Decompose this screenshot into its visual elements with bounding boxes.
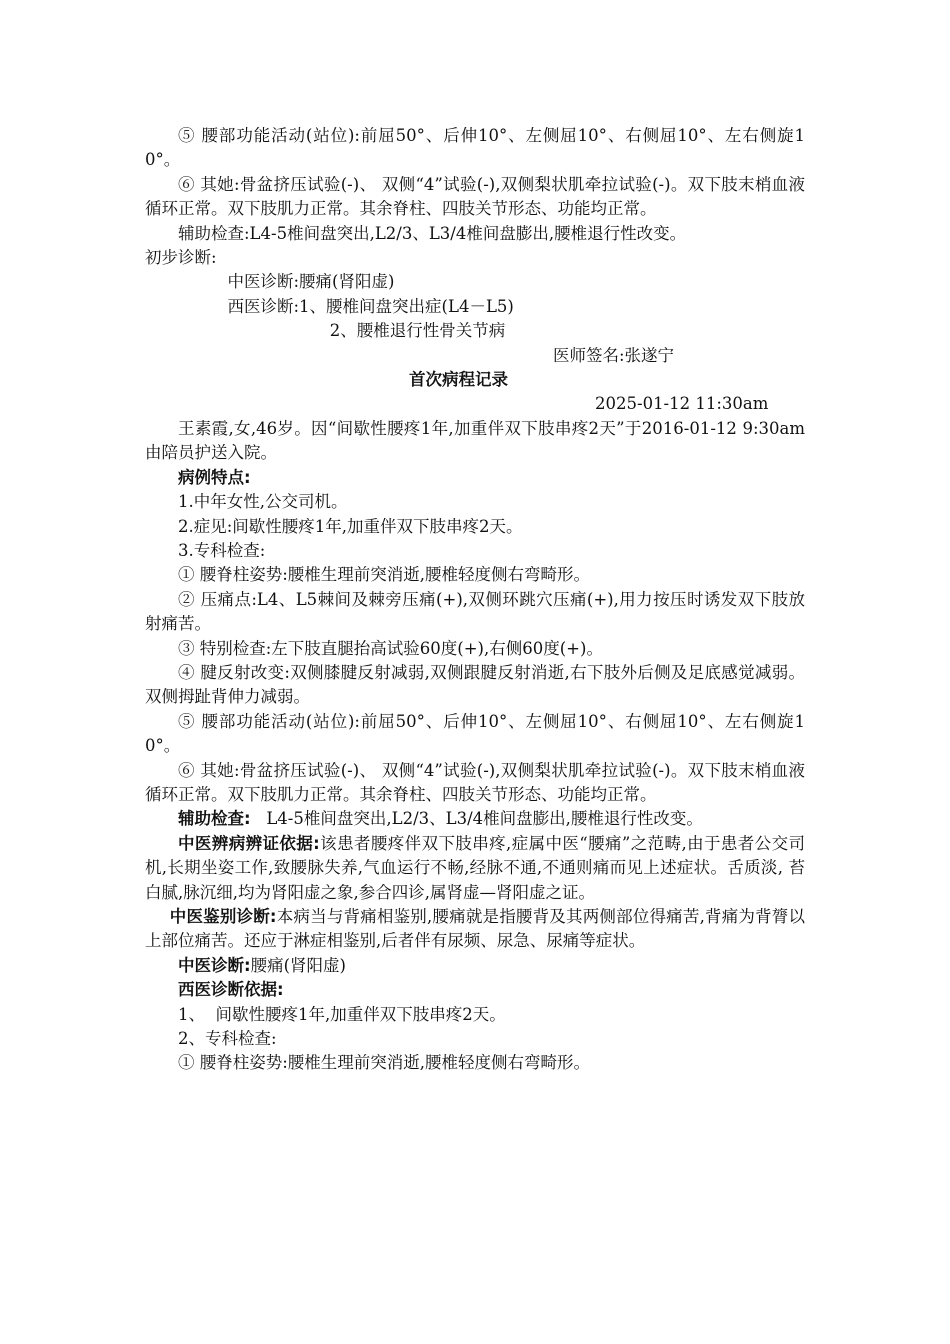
case-feature-1: 1.中年女性,公交司机。	[178, 492, 348, 512]
case-feature-3: 3.专科检查:	[178, 540, 266, 560]
record-datetime: 2025-01-12 11:30am	[595, 394, 769, 414]
case-feature-2: 2.症见:间歇性腰疼1年,加重伴双下肢串疼2天。	[178, 516, 523, 536]
tenderness-paragraph: ② 压痛点:L4、L5棘间及棘旁压痛(+),双侧环跳穴压痛(+),用力按压时诱发双下肢放射痛苦。	[145, 589, 805, 634]
tcm-differential-text: 本病当与背痛相鉴别,腰痛就是指腰背及其两侧部位得痛苦,背痛为背膂以上部位痛苦。还应于淋症相鉴别,后者伴有尿频、尿急、尿痛等症状。	[145, 907, 805, 951]
western-basis-2: 2、专科检查:	[178, 1029, 277, 1049]
auxiliary-label: 辅助检查:	[178, 809, 251, 829]
western-spine-posture-paragraph: ① 腰脊柱姿势:腰椎生理前突消逝,腰椎轻度侧右弯畸形。	[178, 1053, 591, 1073]
tcm-differential-paragraph	[145, 905, 805, 954]
record-lumbar-function-paragraph: ⑤ 腰部功能活动(站位):前屈50°、后伸10°、左侧屈10°、右侧屈10°、左右侧旋10°。	[145, 711, 805, 756]
western-diagnosis-line-1: 西医诊断:1、腰椎间盘突出症(L4－L5)	[227, 296, 514, 316]
patient-intro: 王素霞,女,46岁。因“间歇性腰疼1年,加重伴双下肢串疼2天”于2016-01-12 9:30am由陪员护送入院。	[145, 418, 805, 463]
record-title: 首次病程记录	[409, 370, 508, 390]
tcm-diagnosis-line: 中医诊断:腰痛(肾阳虚)	[227, 272, 395, 292]
lumbar-function-paragraph: ⑤ 腰部功能活动(站位):前屈50°、后伸10°、左侧屈10°、右侧屈10°、左右侧旋10°。	[145, 126, 805, 170]
preliminary-diagnosis-label: 初步诊断:	[145, 248, 217, 268]
record-auxiliary-paragraph	[145, 807, 805, 831]
other-exam-paragraph: ⑥ 其她:骨盆挤压试验(-)、 双侧“4”试验(-),双侧梨状肌牵拉试验(-)。双下肢末梢血液循环正常。双下肢肌力正常。其余脊柱、四肢关节形态、功能均正常。	[145, 174, 805, 219]
reflex-paragraph: ④ 腱反射改变:双侧膝腱反射减弱,双侧跟腱反射消逝,右下肢外后侧及足底感觉减弱。双侧拇趾背伸力减弱。	[145, 662, 805, 707]
tcm-differential-label: 中医鉴别诊断:	[169, 907, 277, 926]
spine-posture-paragraph: ① 腰脊柱姿势:腰椎生理前突消逝,腰椎轻度侧右弯畸形。	[178, 565, 591, 585]
record-other-exam-paragraph: ⑥ 其她:骨盆挤压试验(-)、 双侧“4”试验(-),双侧梨状肌牵拉试验(-)。双下肢末梢血液循环正常。双下肢肌力正常。其余脊柱、四肢关节形态、功能均正常。	[145, 760, 805, 804]
tcm-diagnosis-paragraph	[145, 954, 805, 978]
auxiliary-exam-paragraph: 辅助检查:L4-5椎间盘突出,L2/3、L3/4椎间盘膨出,腰椎退行性改变。	[178, 223, 687, 243]
tcm-diagnosis-label: 中医诊断:	[178, 955, 251, 975]
special-exam-paragraph: ③ 特别检查:左下肢直腿抬高试验60度(+),右侧60度(+)。	[178, 638, 603, 658]
tcm-basis-paragraph	[145, 832, 805, 905]
western-basis-1: 1、 间歇性腰疼1年,加重伴双下肢串疼2天。	[178, 1004, 506, 1024]
physician-signature: 医师签名:张遂宁	[553, 345, 675, 365]
tcm-diagnosis-text: 腰痛(肾阳虚)	[250, 955, 346, 975]
tcm-basis-text: 该患者腰疼伴双下肢串疼,症属中医“腰痛”之范畴,由于患者公交司机,长期坐姿工作,致腰脉失养,气血运行不畅,经脉不通,不通则痛而见上述症状。舌质淡, 苔白腻,脉沉细,均为肾阳虚之象,参合四诊,属肾虚—肾阳虚之证。	[145, 833, 805, 902]
tcm-basis-label: 中医辨病辨证依据:	[178, 833, 320, 853]
western-diagnosis-line-2: 2、腰椎退行性骨关节病	[329, 321, 506, 341]
document-body	[145, 124, 805, 1076]
auxiliary-text: L4-5椎间盘突出,L2/3、L3/4椎间盘膨出,腰椎退行性改变。	[250, 809, 703, 829]
western-basis-heading: 西医诊断依据:	[178, 980, 284, 1000]
case-features-heading: 病例特点:	[178, 467, 251, 487]
